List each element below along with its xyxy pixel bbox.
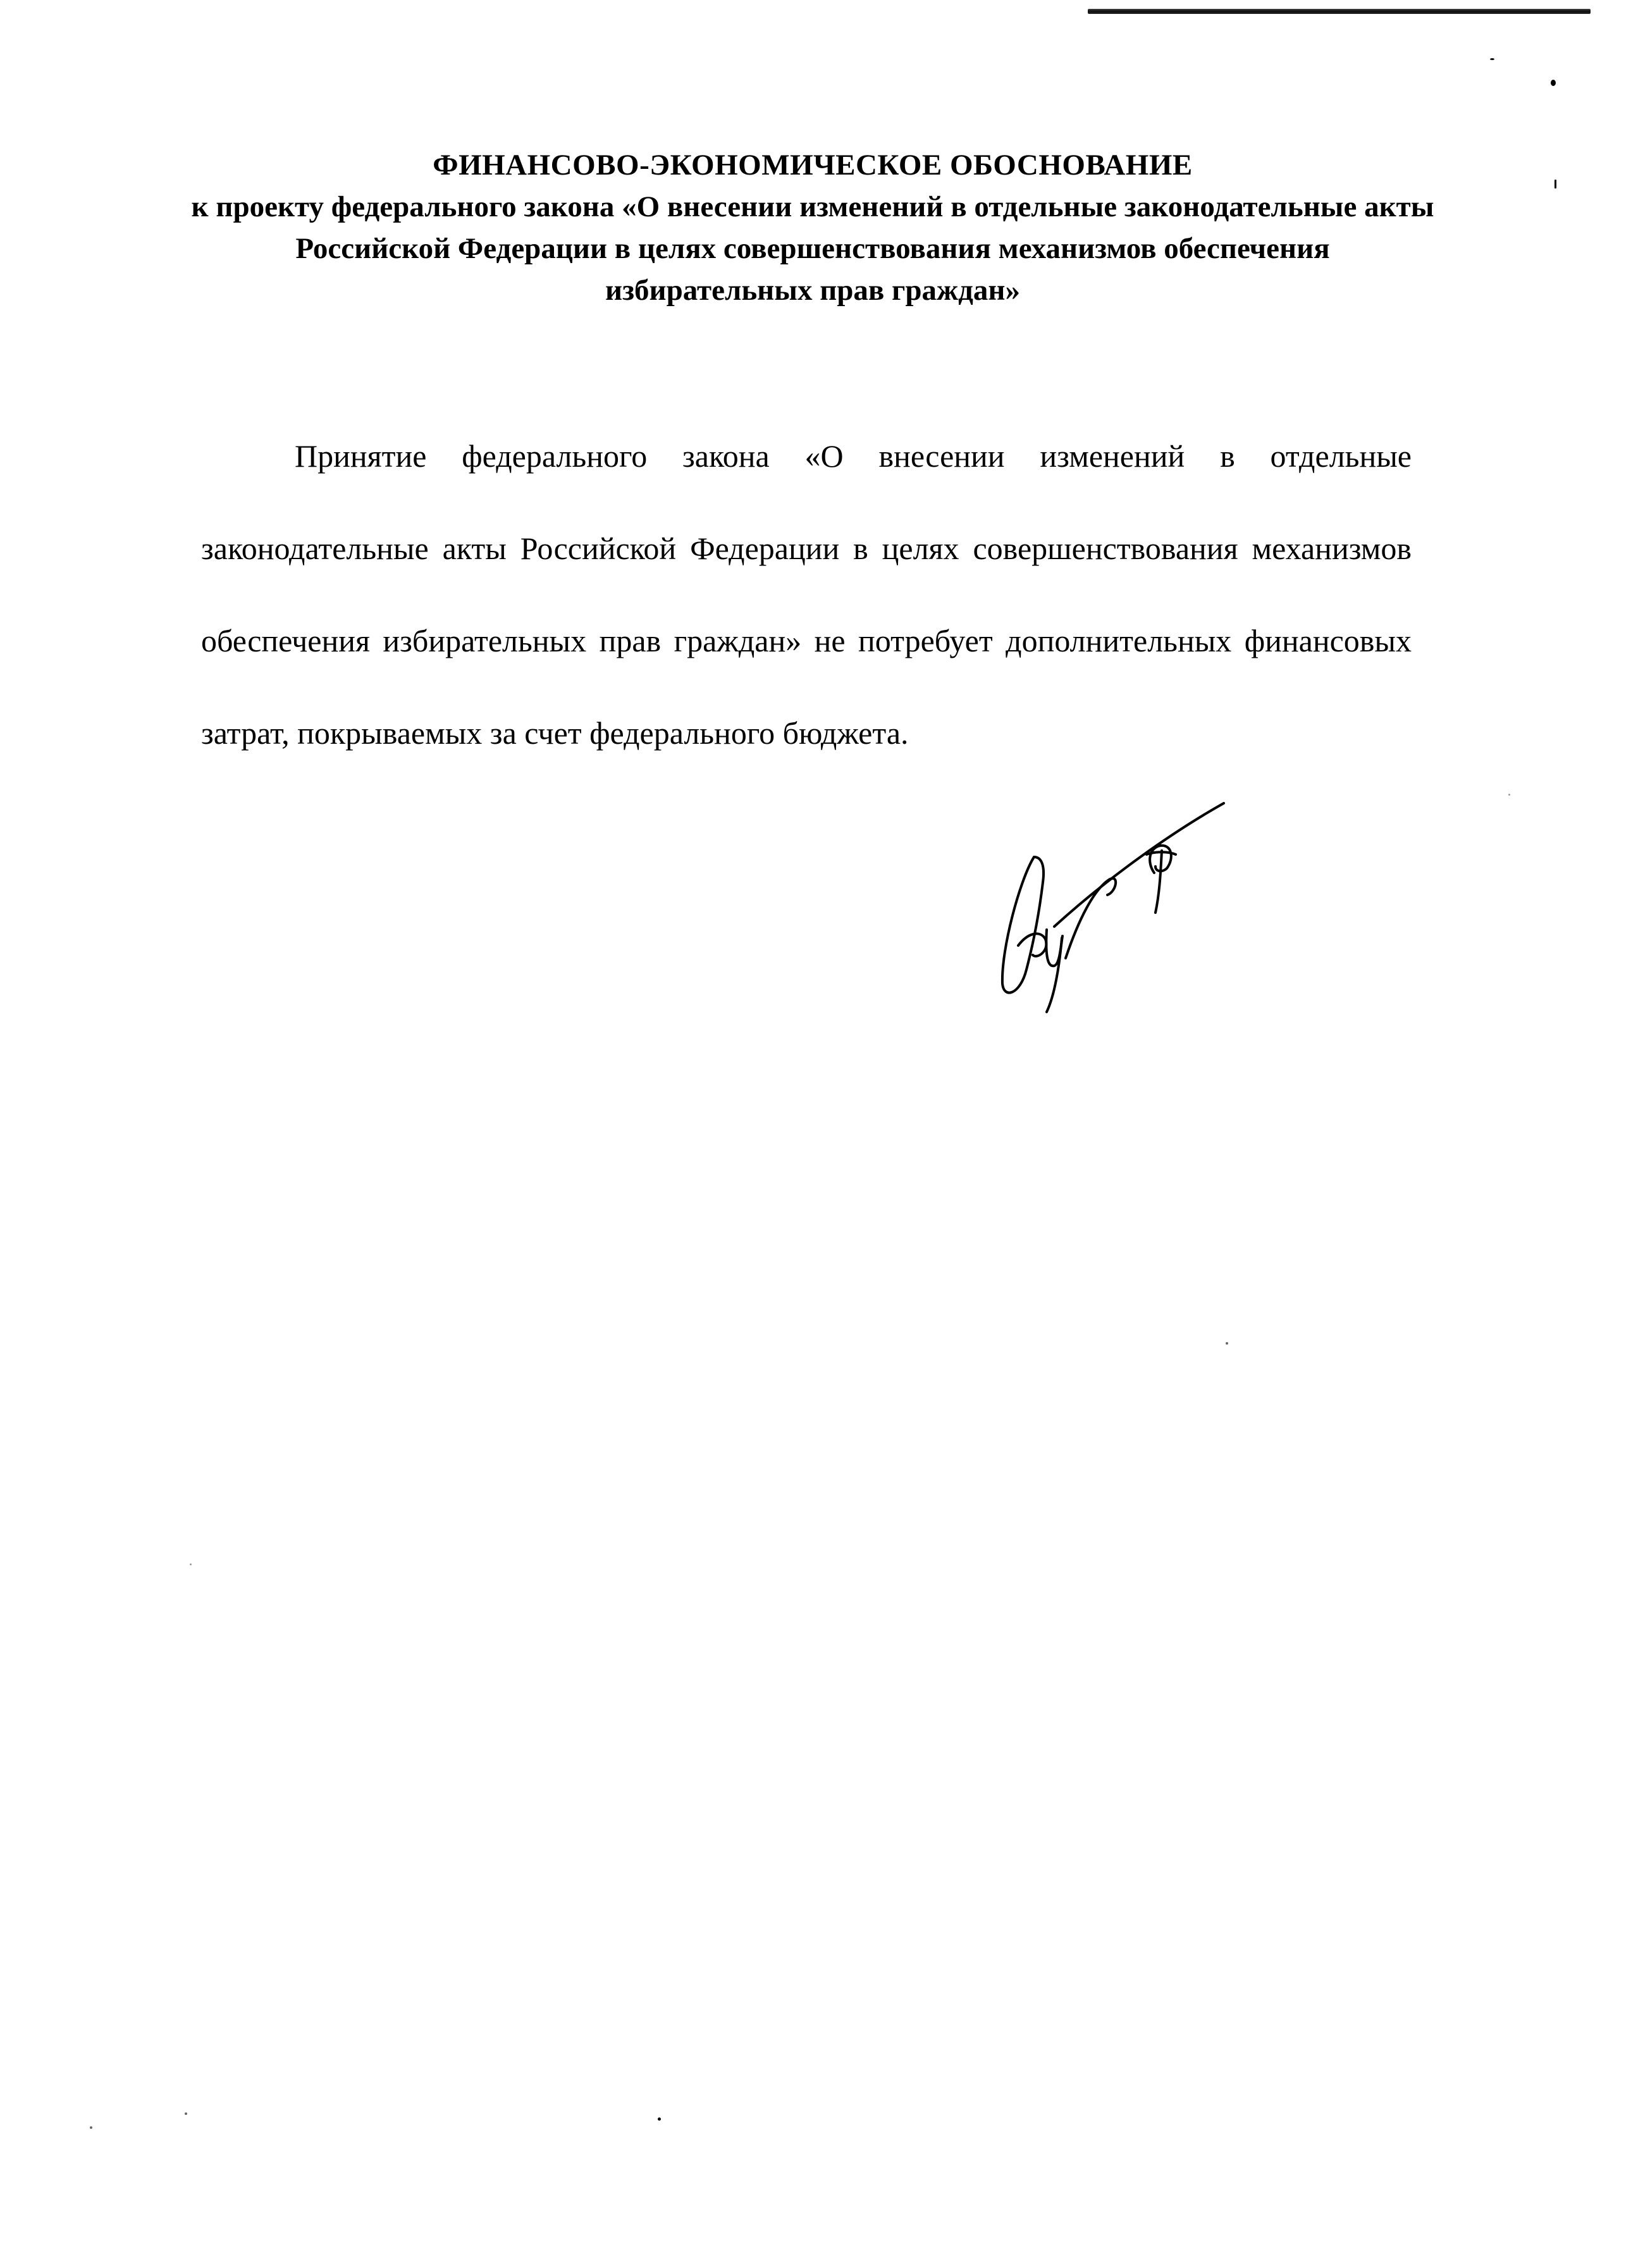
document-title: ФИНАНСОВО-ЭКОНОМИЧЕСКОЕ ОБОСНОВАНИЕ	[433, 149, 1193, 182]
scan-speck	[1226, 1342, 1228, 1345]
document-subtitle: к проекту федерального закона «О внесении изменений в отдельные законодательные акты Российской Федерации в целях совершенствования механизмов обеспечения избирательных прав граждан»	[191, 190, 1434, 307]
scan-speck	[1508, 794, 1510, 796]
scan-edge-line	[1088, 9, 1591, 14]
scan-speck	[1555, 180, 1556, 188]
scan-speck	[1551, 80, 1556, 86]
scan-speck	[658, 2117, 661, 2121]
scan-speck	[190, 1563, 192, 1565]
scan-speck	[185, 2112, 187, 2115]
body-paragraph: Принятие федерального закона «О внесении изменений в отдельные законодательные акты Российской Федерации в целях совершенствования механизмов обеспечения избирательных прав граждан» не потребует дополнительных финансовых затрат, покрываемых за счет федерального бюджета.	[201, 438, 1412, 751]
scan-speck	[1490, 58, 1494, 60]
document-heading	[190, 144, 1436, 311]
handwritten-signature-icon	[983, 794, 1236, 1015]
scan-speck	[90, 2126, 92, 2129]
